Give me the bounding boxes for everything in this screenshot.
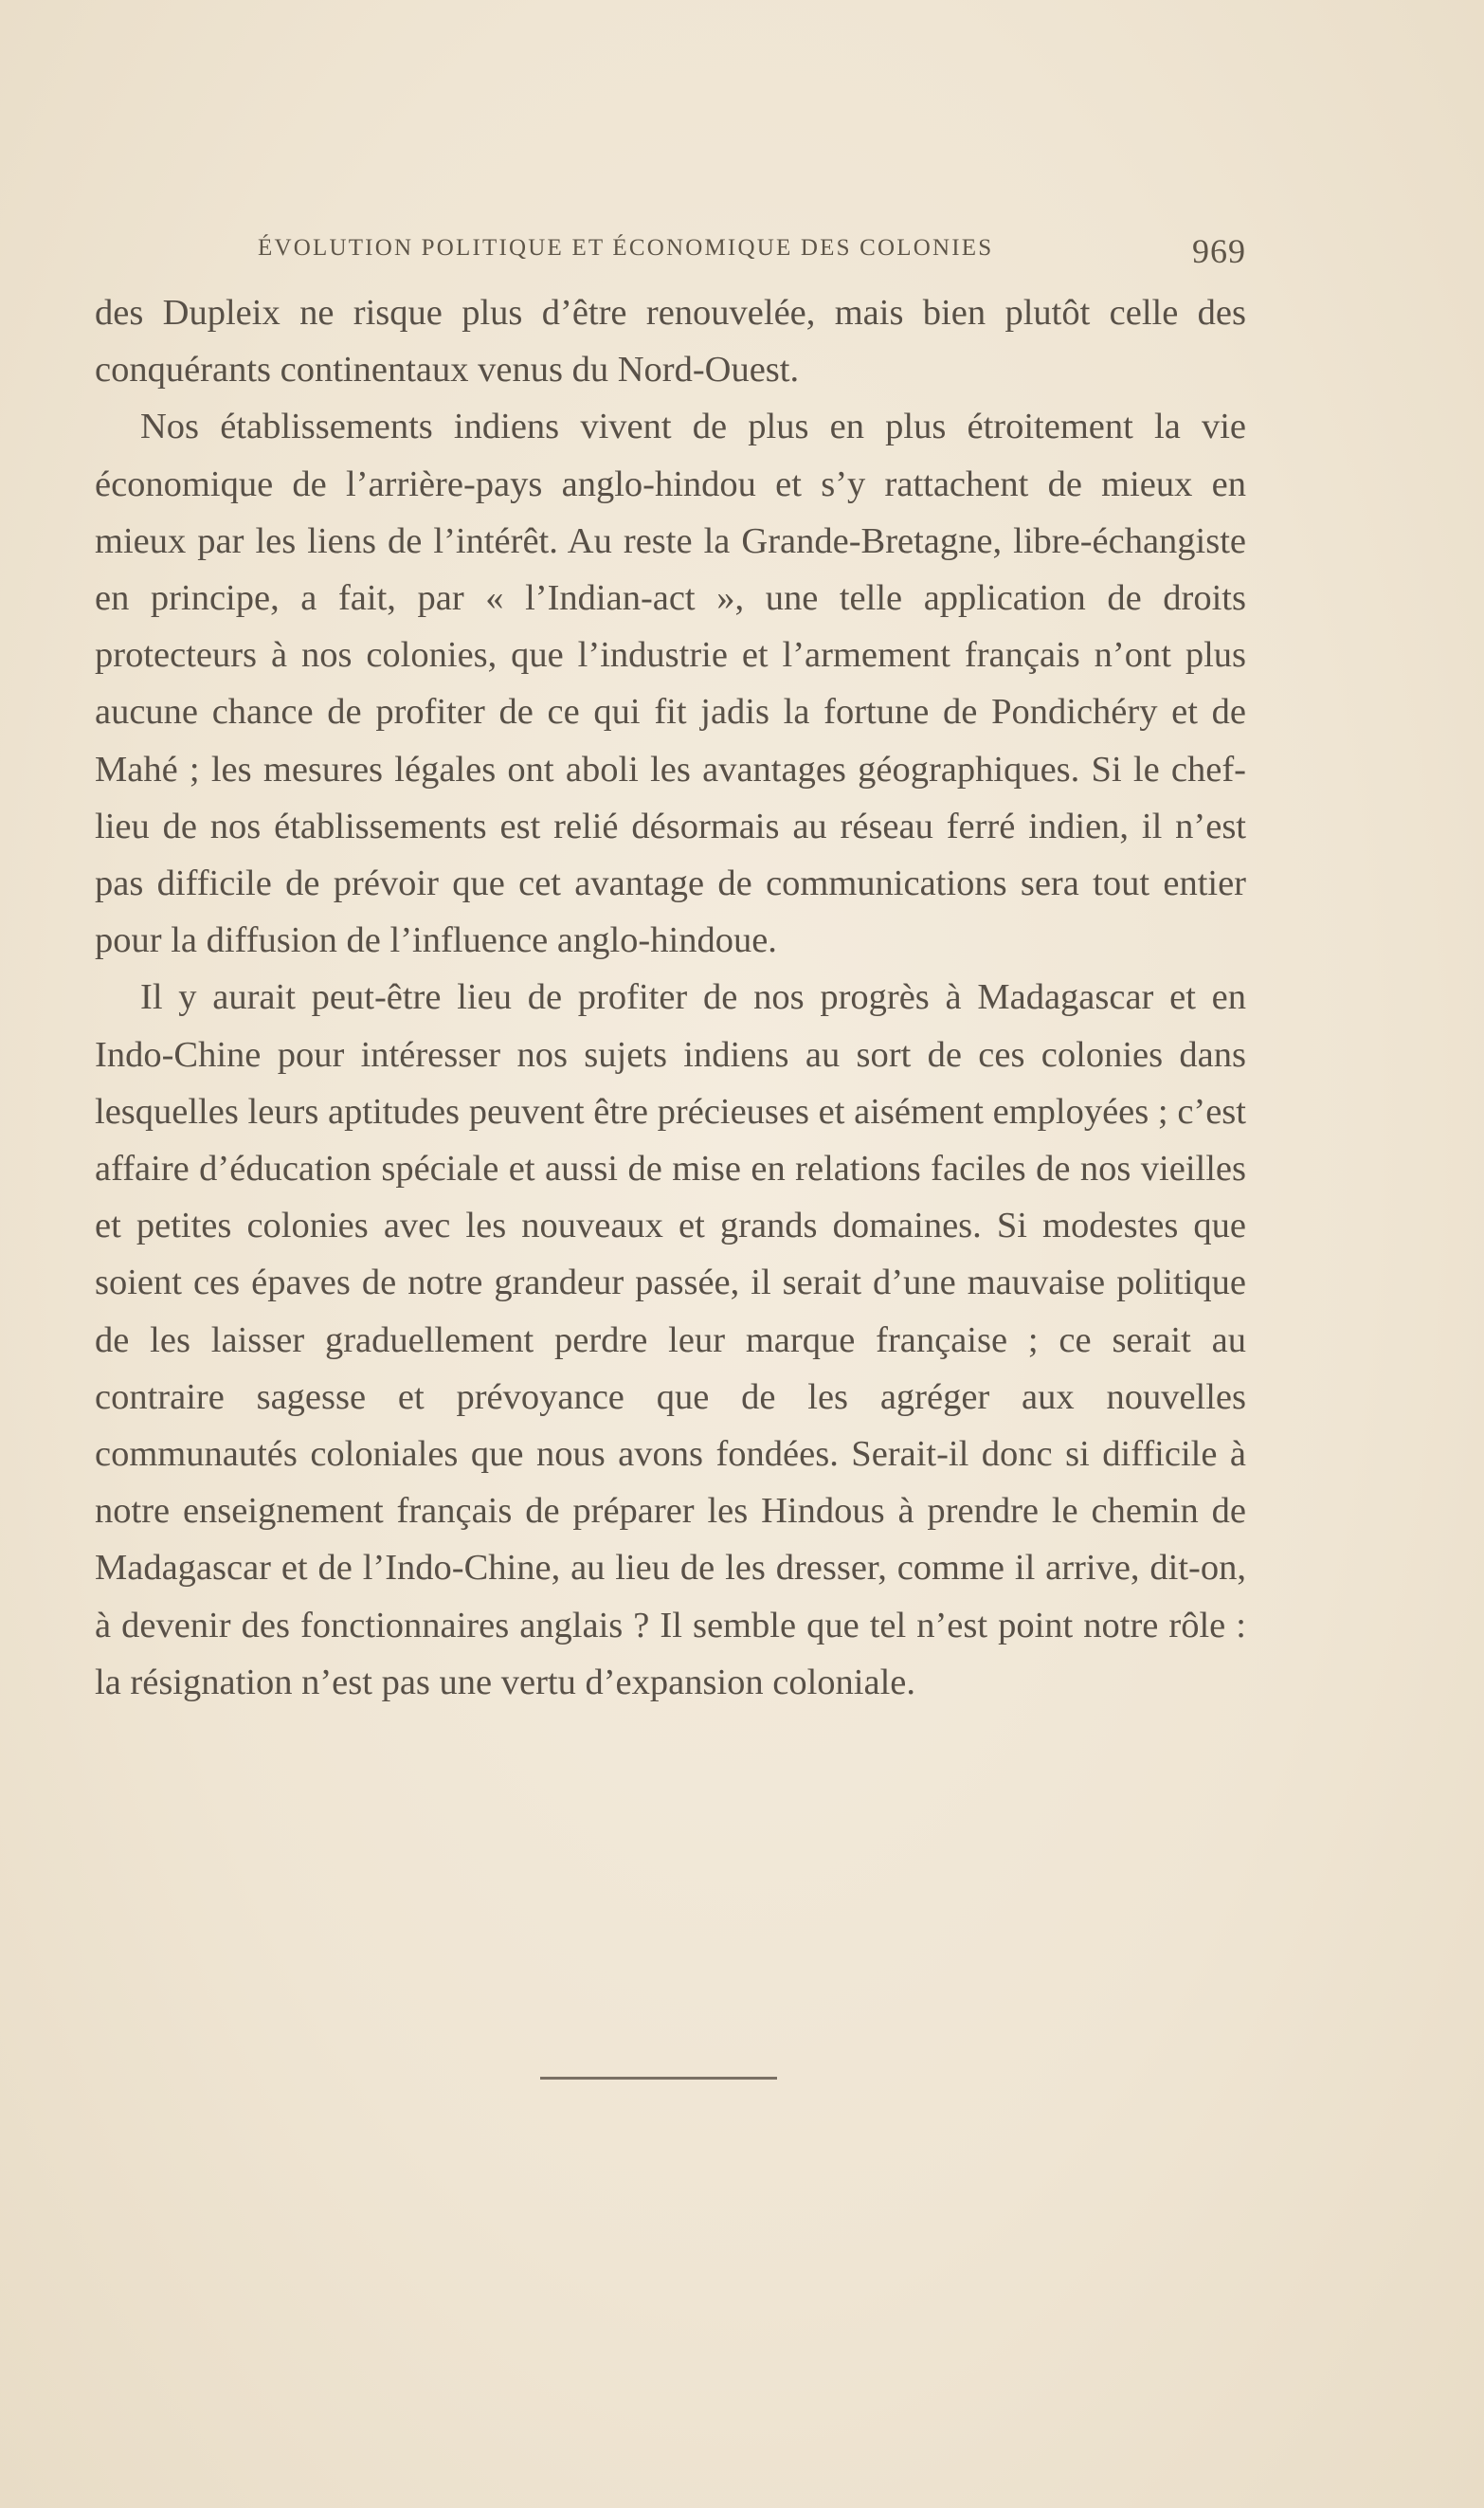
paragraph: Il y aurait peut-être lieu de profiter de nos progrès à Madagascar et en Indo-Chine pour intéresser nos sujets indiens au sort de ces colonies dans lesquelles leurs aptitudes peuvent être précieuses et aisément employées ; c’est affaire d’éducation spéciale et aussi de mise en relations faciles de nos vieilles et petites colonies avec les nouveaux et grands domaines. Si modestes que soient ces épaves de notre grandeur passée, il serait d’une mauvaise politique de les laisser graduellement perdre leur marque française ; ce serait au contraire sagesse et prévoyance que de les agréger aux nouvelles communautés coloniales que nous avons fondées. Serait-il donc si difficile à notre enseignement français de préparer les Hindous à prendre le chemin de Madagascar et de l’Indo-Chine, au lieu de les dresser, comme il arrive, dit-on, à devenir des fonctionnaires anglais ? Il semble que tel n’est point notre rôle : la résignation n’est pas une vertu d’expansion coloniale.: [95, 977, 1246, 1702]
paragraph: Nos établissements indiens vivent de plus en plus étroitement la vie économique de l’arrière-pays anglo-hindou et s’y rattachent de mieux en mieux par les liens de l’intérêt. Au reste la Grande-Bretagne, libre-échangiste en principe, a fait, par « l’Indian-act », une telle application de droits protecteurs à nos colonies, que l’industrie et l’armement français n’ont plus aucune chance de profiter de ce qui fit jadis la fortune de Pondichéry et de Mahé ; les mesures légales ont aboli les avantages géographiques. Si le chef-lieu de nos établissements est relié désormais au réseau ferré indien, il n’est pas difficile de prévoir que cet avantage de communications sera tout entier pour la diffusion de l’influence anglo-hindoue.: [95, 407, 1246, 961]
body-text: [95, 284, 1246, 1711]
running-header-title: ÉVOLUTION POLITIQUE ET ÉCONOMIQUE DES COLONIES: [258, 235, 994, 261]
page-number: 969: [1192, 232, 1246, 270]
paragraph: des Dupleix ne risque plus d’être renouvelée, mais bien plutôt celle des conquérants continentaux venus du Nord-Ouest.: [95, 293, 1246, 391]
end-rule-divider: [540, 2077, 777, 2080]
running-header: [95, 231, 1246, 269]
